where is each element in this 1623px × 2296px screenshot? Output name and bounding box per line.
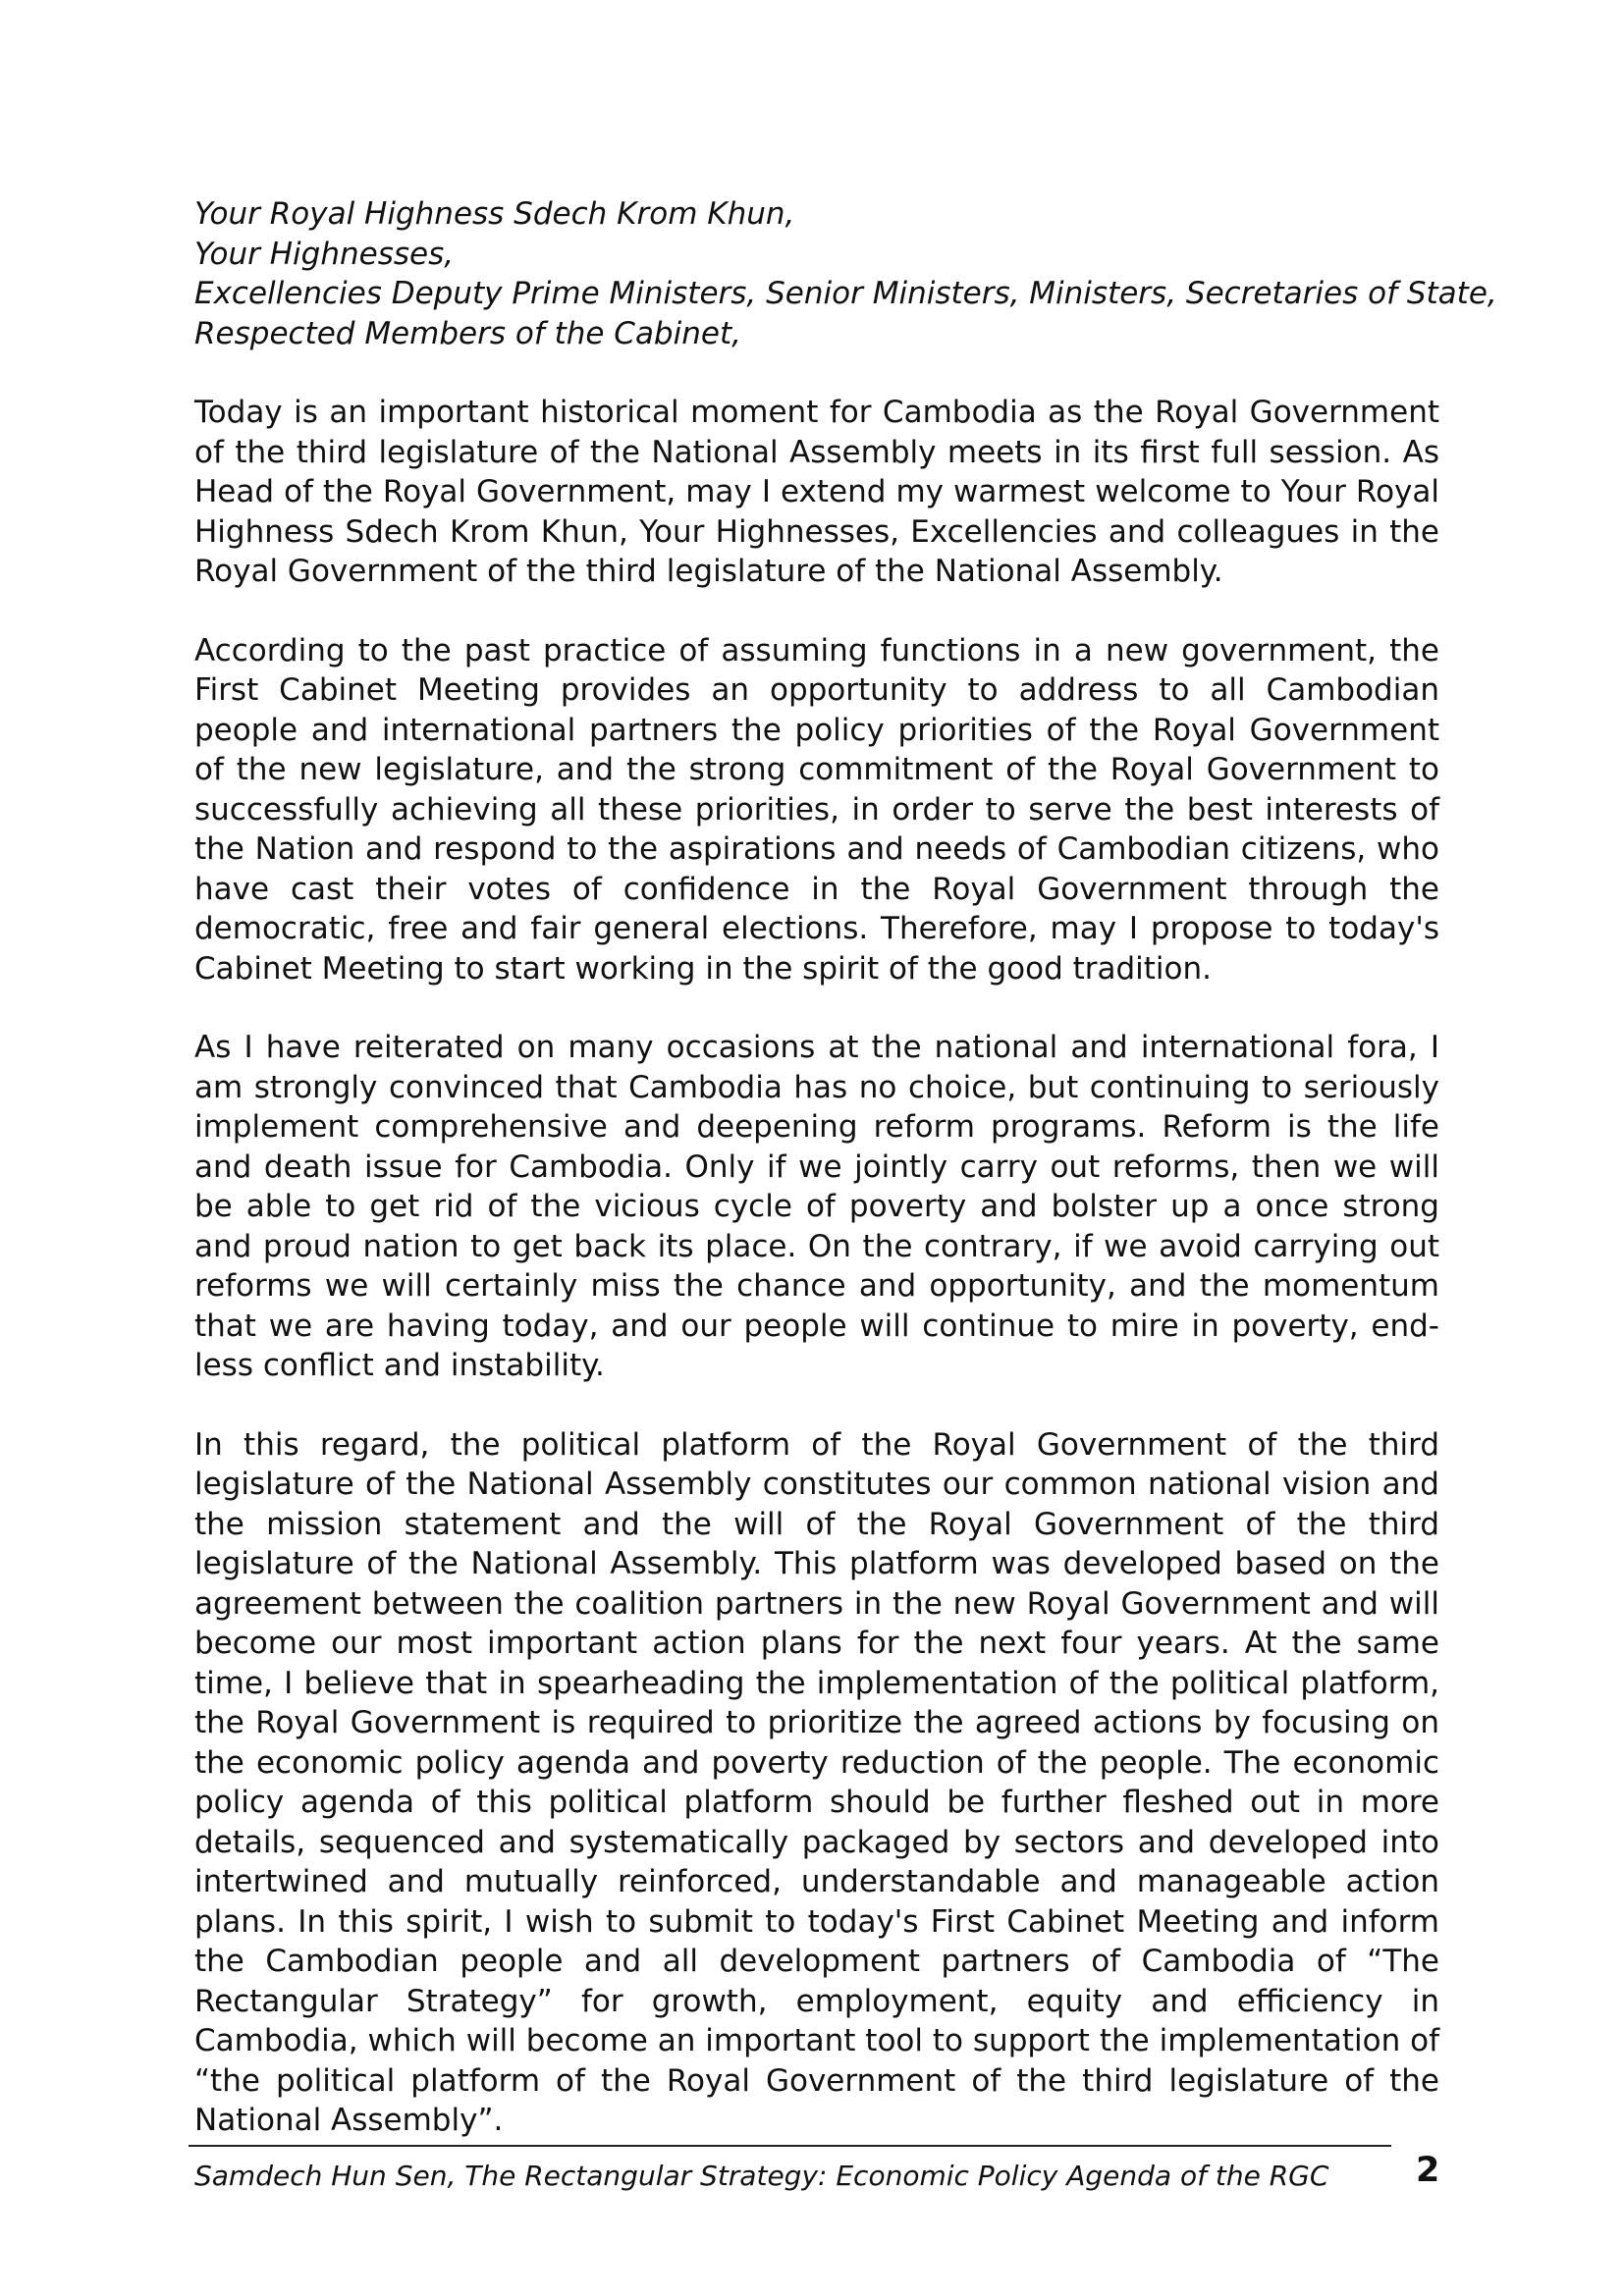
salutation-line: Respected Members of the Cabinet, <box>194 315 741 351</box>
body-paragraph: Today is an important historical moment for Cambodia as the Royal Government of the third legislature of the National Assembly meets in its first full session. As Head of the Royal Government, may I extend my warmest welcome to Your Royal Highness Sdech Krom Khun, Your Highnesses, Excellencies and colleagues in the Royal Government of the third legislature of the National Assembly. <box>194 395 1439 589</box>
salutation-line: Excellencies Deputy Prime Ministers, Senior Ministers, Ministers, Secretaries of State, <box>194 276 1497 311</box>
page-body <box>194 194 1497 2180</box>
salutation-line: Your Royal Highness Sdech Krom Khun, <box>194 196 795 232</box>
footer-title: Samdech Hun Sen, The Rectangular Strategy: Economic Policy Agenda of the RGC <box>194 2160 1329 2192</box>
body-paragraph: As I have reiterated on many occasions at the national and international fora, I am strongly convinced that Cambodia has no choice, but continuing to seriously implement comprehensive and deepening reform programs. Reform is the life and death issue for Cambodia. Only if we jointly carry out reforms, then we will be able to get rid of the vicious cycle of poverty and bolster up a once strong and proud nation to get back its place. On the contrary, if we avoid carrying out reforms we will certainly miss the chance and opportunity, and the momentum that we are having today, and our people will continue to mire in poverty, end-less conflict and instability. <box>194 1030 1439 1383</box>
salutation-line: Your Highnesses, <box>194 236 455 272</box>
body-paragraph: In this regard, the political platform of the Royal Government of the third legislature of the National Assembly constitutes our common national vision and the mission statement and the will of the Royal Government of the third legislature of the National Assembly. This platform was developed based on the agreement between the coalition partners in the new Royal Government and will become our most important action plans for the next four years. At the same time, I believe that in spearheading the implementation of the political platform, the Royal Government is required to prioritize the agreed actions by focusing on the economic policy agenda and poverty reduction of the people. The economic policy agenda of this political platform should be further fleshed out in more details, sequenced and systematically packaged by sectors and developed into intertwined and mutually reinforced, understandable and manageable action plans. In this spirit, I wish to submit to today's First Cabinet Meeting and inform the Cambodian people and all development partners of Cambodia of “The Rectangular Strategy” for growth, employment, equity and efficiency in Cambodia, which will become an important tool to support the implementation of “the political platform of the Royal Government of the third legislature of the National Assembly”. <box>194 1426 1439 2138</box>
salutation <box>194 194 1497 353</box>
body-paragraph: According to the past practice of assuming functions in a new government, the First Cabinet Meeting provides an opportunity to address to all Cambodian people and international partners the policy priorities of the Royal Government of the new legislature, and the strong commitment of the Royal Government to successfully achieving all these priorities, in order to serve the best interests of the Nation and respond to the aspirations and needs of Cambodian citizens, who have cast their votes of confidence in the Royal Government through the democratic, free and fair general elections. Therefore, may I propose to today's Cabinet Meeting to start working in the spirit of the good tradition. <box>194 632 1439 987</box>
page-number: 2 <box>1416 2151 1440 2190</box>
footer-rule <box>189 2145 1391 2147</box>
